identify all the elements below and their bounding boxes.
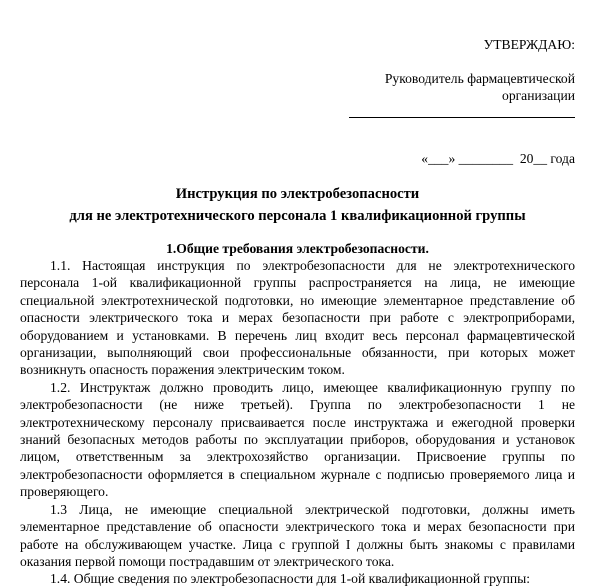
approval-title: УТВЕРЖДАЮ: xyxy=(483,37,575,52)
document-title-line1: Инструкция по электробезопасности xyxy=(175,186,420,202)
paragraph-1-1: 1.1. Настоящая инструкция по электробезопасности для не электротехнического персонала 1-ой квалификационной группы распространяется на лица, не имеющие специальной электротехнической подготовки, но имеющие элементарное представление об опасности электрического тока и мерах безопасности при работе с электроприборами, оборудованием и установками. В перечень лиц входит весь персонал фармацевтической организации, выполняющий свои профессиональные обязанности, при которых может возникнуть опасность поражения электрическим током. xyxy=(20,258,575,378)
paragraph-1-4: 1.4. Общие сведения по электробезопасности для 1-ой квалификационной группы: xyxy=(50,571,531,587)
approval-role-line1: Руководитель фармацевтической xyxy=(384,71,575,86)
paragraph-1-3: 1.3 Лица, не имеющие специальной электрической подготовки, должны иметь элементарное представление об опасности электрического тока и мерах безопасности при работе на обслуживающем участке. Лица с группой I должны быть знакомы с правилами оказания первой помощи пострадавшим от электрического тока. xyxy=(20,501,575,569)
section-body xyxy=(20,257,575,588)
document-title-line2: для не электротехнического персонала 1 квалификационной группы xyxy=(69,208,526,224)
approval-role xyxy=(385,70,575,104)
section-heading: 1.Общие требования электробезопасности. xyxy=(166,241,429,256)
approval-date: «___» ________ 20__ года xyxy=(421,151,575,166)
approval-role-line2: организации xyxy=(502,88,575,103)
signature-line xyxy=(349,117,575,118)
paragraph-1-2: 1.2. Инструктаж должно проводить лицо, имеющее квалификационную группу по электробезопасности (не ниже третьей). Группа по электробезопасности 1 не электротехническому персоналу присваивается после инструктажа и ежегодной проверки знаний безопасных методов работы по эксплуатации приборов, оборудования и установок лицом, ответственным за электрохозяйство организации. Присвоение группы по электробезопасности оформляется в специальном журнале с подписью проверяемого лица и проверяющего. xyxy=(20,379,575,500)
